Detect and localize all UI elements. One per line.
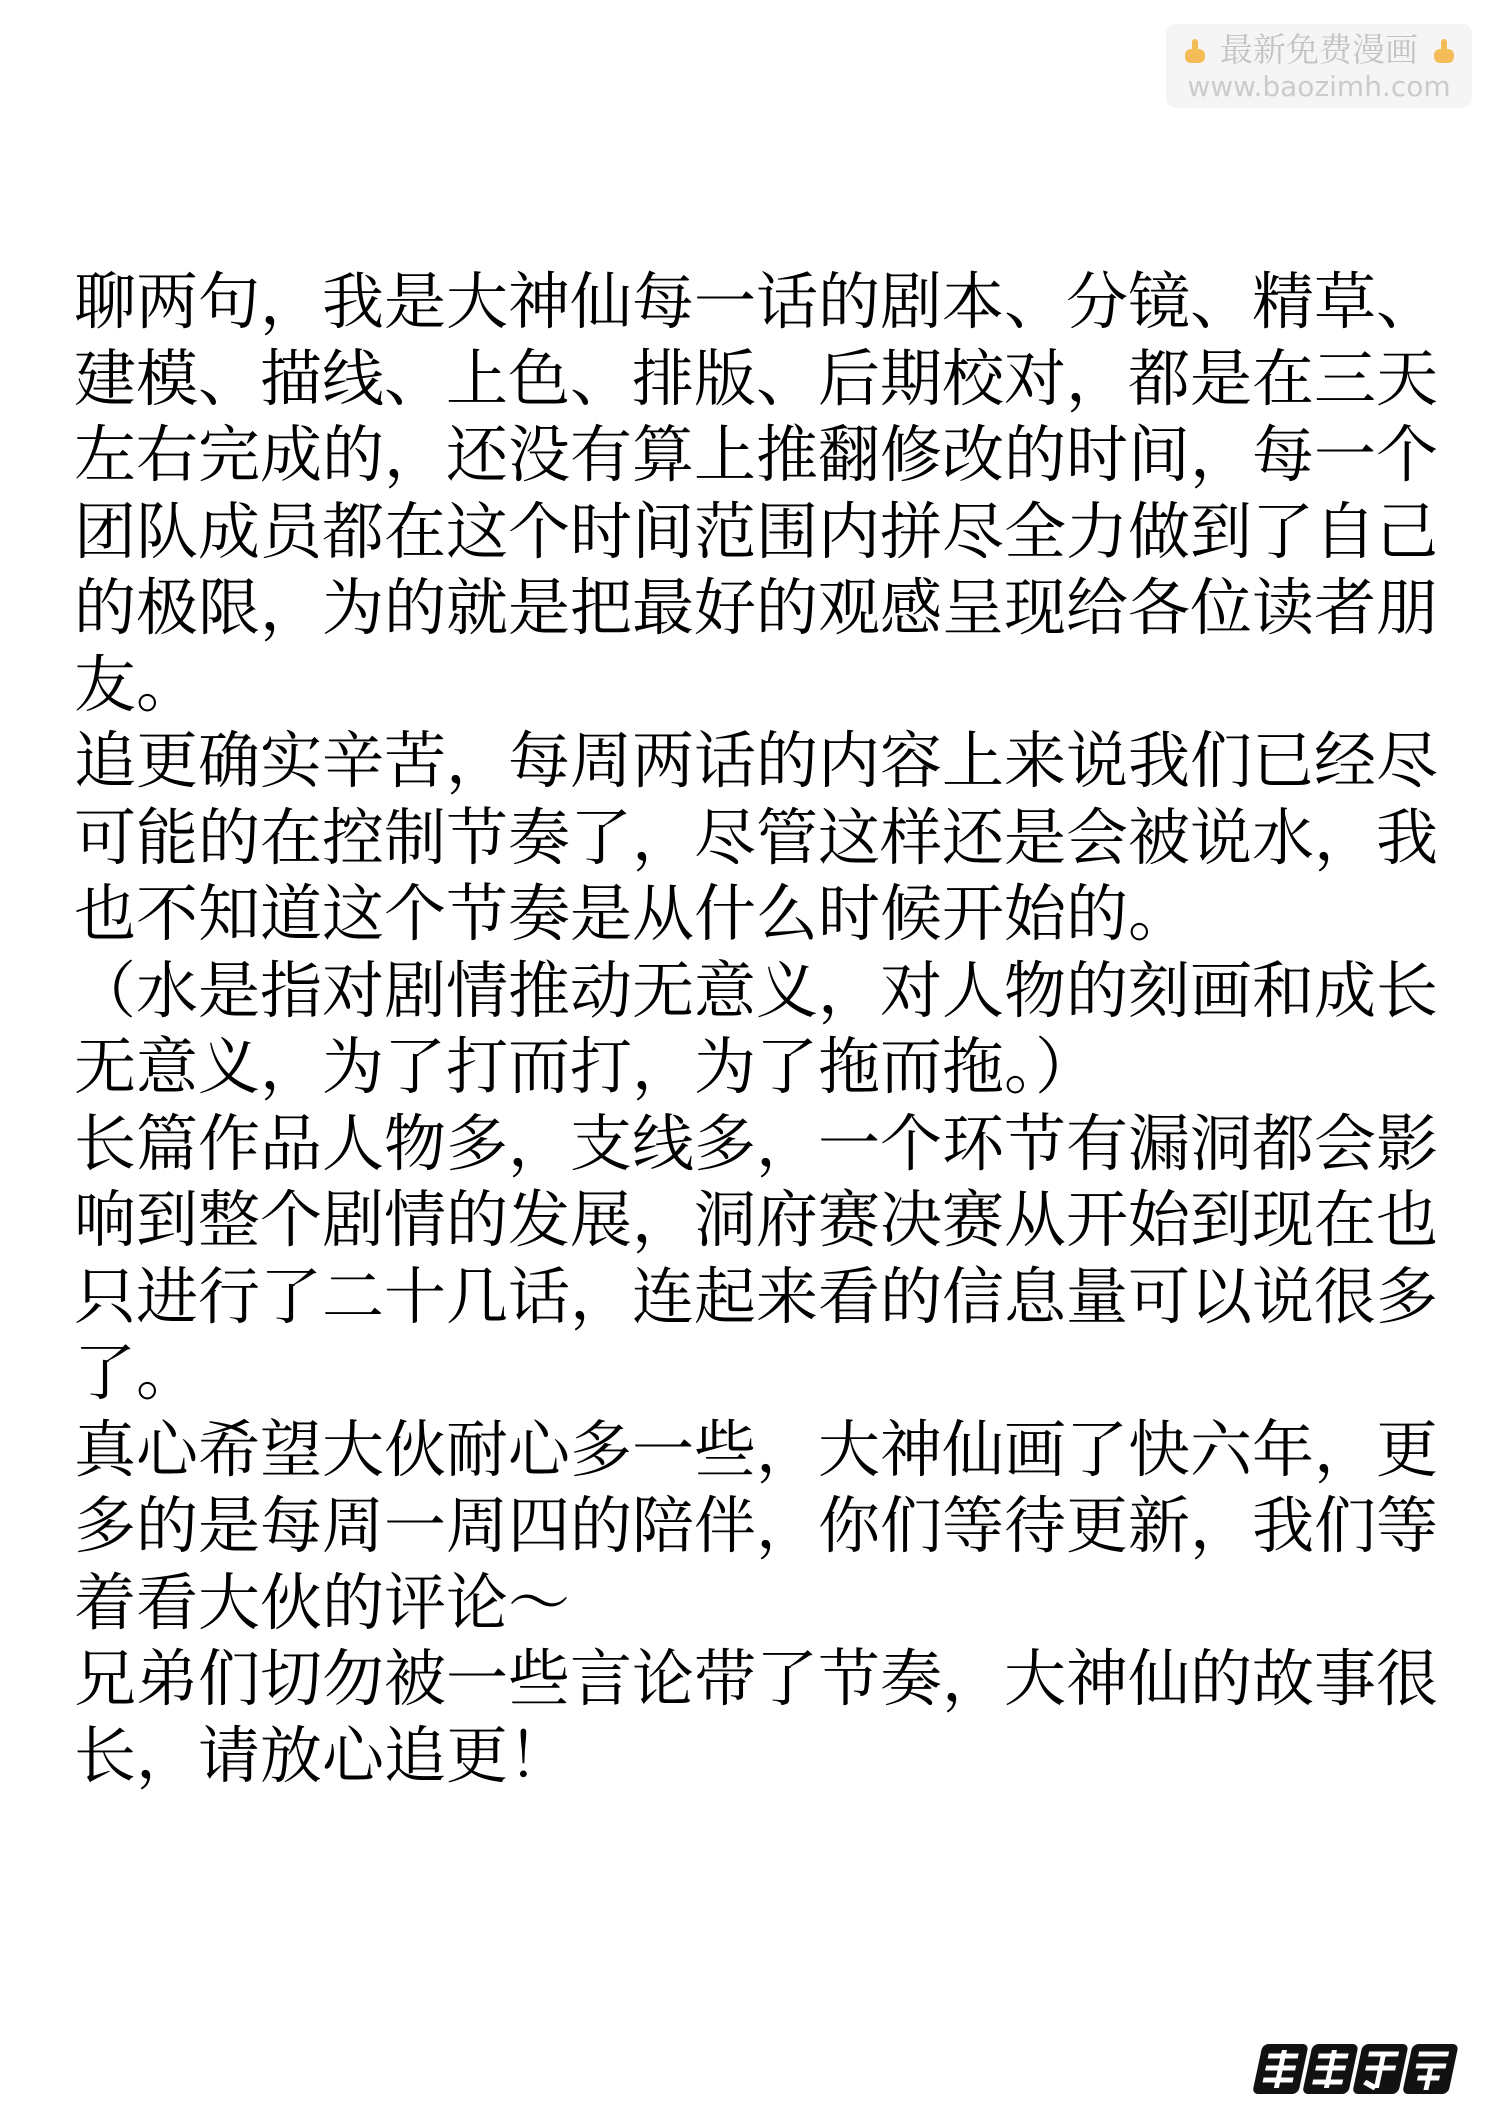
text-line: 无意义，为了打而打，为了拖而拖。） xyxy=(74,1030,1098,1103)
text-line: 也不知道这个节奏是从什么时候开始的。 xyxy=(74,877,1191,950)
pointing-hand-icon xyxy=(1182,37,1208,67)
text-line: 团队成员都在这个时间范围内拼尽全力做到了自己 xyxy=(74,494,1439,568)
watermark-title-row xyxy=(1166,30,1472,70)
tencent-comics-logo xyxy=(1250,2038,1472,2100)
article-text xyxy=(74,264,1454,1794)
text-line: 真心希望大伙耐心多一些，大神仙画了快六年，更 xyxy=(74,1412,1439,1486)
watermark-badge xyxy=(1166,24,1472,108)
text-line: 的极限，为的就是把最好的观感呈现给各位读者朋 xyxy=(74,571,1439,644)
text-line: 兄弟们切勿被一些言论带了节奏，大神仙的故事很 xyxy=(74,1642,1439,1715)
watermark-url: www.baozimh.com xyxy=(1187,70,1451,103)
text-line: 多的是每周一周四的陪伴，你们等待更新，我们等 xyxy=(74,1489,1439,1562)
text-line: 长，请放心追更！ xyxy=(74,1718,571,1792)
text-line: 左右完成的，还没有算上推翻修改的时间，每一个 xyxy=(74,418,1439,491)
text-line: 可能的在控制节奏了，尽管这样还是会被说水，我 xyxy=(74,800,1439,874)
text-line: 聊两句，我是大神仙每一话的剧本、分镜、精草、 xyxy=(74,265,1439,338)
text-line: 友。 xyxy=(74,647,199,721)
text-line: （水是指对剧情推动无意义，对人物的刻画和成长 xyxy=(74,953,1439,1027)
text-line: 追更确实辛苦，每周两话的内容上来说我们已经尽 xyxy=(74,724,1439,797)
text-line: 建模、描线、上色、排版、后期校对，都是在三天 xyxy=(74,341,1439,415)
text-line: 响到整个剧情的发展，洞府赛决赛从开始到现在也 xyxy=(74,1183,1439,1256)
pointing-hand-icon xyxy=(1431,37,1457,67)
text-line: 了。 xyxy=(74,1336,199,1409)
watermark-title: 最新免费漫画 xyxy=(1220,30,1418,69)
text-line: 长篇作品人物多，支线多，一个环节有漏洞都会影 xyxy=(74,1106,1439,1180)
text-line: 只进行了二十几话，连起来看的信息量可以说很多 xyxy=(74,1259,1439,1333)
text-line: 着看大伙的评论～ xyxy=(74,1565,571,1639)
